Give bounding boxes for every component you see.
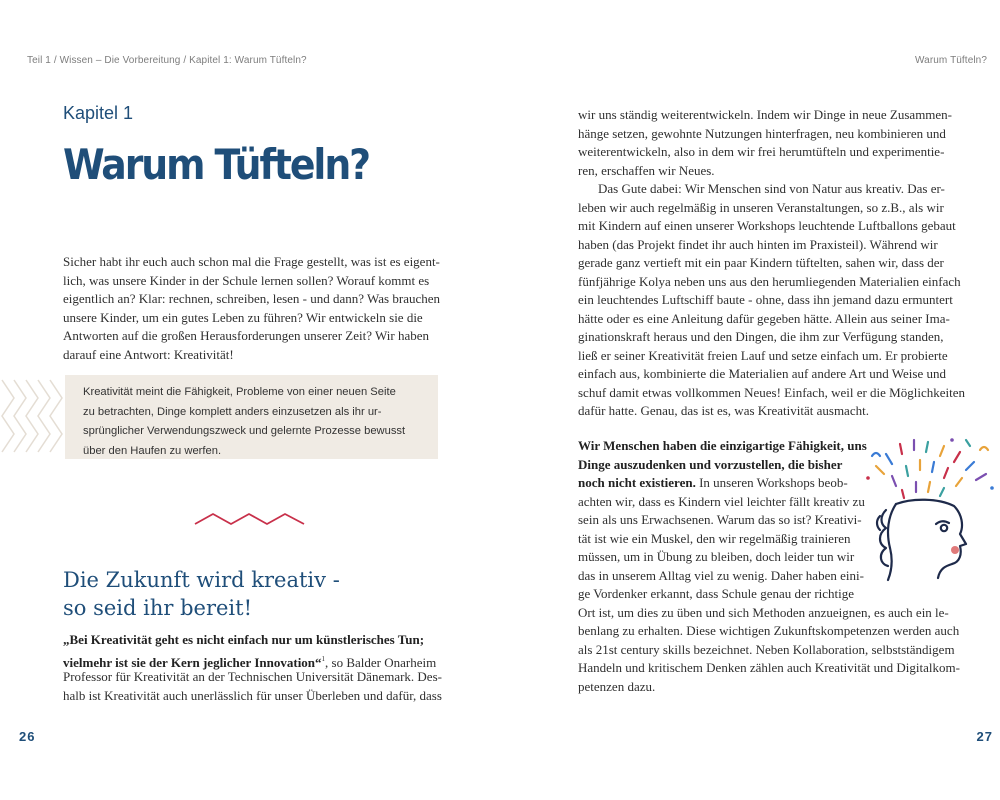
text-line: hätte oder es eine Anleitung dafür gegeben hätte. Allein aus seiner Ima- <box>578 310 950 326</box>
quote-line: über den Haufen zu werfen. <box>83 444 222 457</box>
quote-line: sprünglicher Verwendungszweck und gelernte Prozesse bewusst <box>83 425 406 437</box>
heading-line: Die Zukunft wird kreativ - <box>63 568 340 592</box>
section-paragraph <box>63 631 442 705</box>
quote-bold: vielmehr ist sie der Kern jeglicher Innovation“ <box>63 654 322 670</box>
intro-paragraph <box>63 253 440 364</box>
section-heading <box>63 566 340 622</box>
running-title: Warum Tüfteln? <box>915 55 987 66</box>
text-line: müssen, um in Übung zu bleiben, doch leider tun wir <box>578 549 855 564</box>
creative-head-illustration-icon <box>862 436 998 586</box>
heading-line: so seid ihr bereit! <box>63 596 253 620</box>
text-fragment: , so Balder Onarheim <box>325 654 437 670</box>
text-line: Das Gute dabei: Wir Menschen sind von Natur aus kreativ. Das er- <box>598 181 945 196</box>
text-line: darauf eine Antwort: Kreativität! <box>63 346 234 362</box>
text-line: ginationskraft heraus und den Dingen, die ihm zur Verfügung standen, <box>578 329 944 344</box>
text-line: sein als uns Erwachsenen. Warum das so ist? Kreativi- <box>578 512 862 527</box>
text-line: ge Vordenker erkannt, dass Schule genau der richtige <box>578 586 855 601</box>
text-line: tät ist wie ein Muskel, den wir regelmäßig trainieren <box>578 530 851 546</box>
quote-line: zu betrachten, Dinge komplett anders einzusetzen als ihr ur- <box>83 405 382 418</box>
text-line: eigentlich an? Klar: rechnen, schreiben, lesen - und dann? Was brauchen <box>63 291 440 306</box>
text-line: ren, erschaffen wir Neues. <box>578 162 715 178</box>
text-line: schuf damit etwas vollkommen Neues! Einfach, weil er die Möglichkeiten <box>578 384 965 400</box>
text-line: leben wir auch regelmäßig in unseren Veranstaltungen, so z.B., als wir <box>578 199 944 215</box>
bold-line: Wir Menschen haben die einzigartige Fähigkeit, uns <box>578 438 867 453</box>
footnote-marker[interactable]: 1 <box>321 654 326 663</box>
text-line: Handeln und kritischem Denken zählen auch Kreativität und Digitalkom- <box>578 660 960 675</box>
right-paragraph-1 <box>578 106 965 421</box>
bold-fragment: noch nicht existieren. <box>578 475 696 490</box>
zigzag-divider-icon <box>194 512 306 526</box>
text-line: ein leuchtendes Luftschiff baute - ohne, dass ihn jemand dazu ermuntert <box>578 292 953 307</box>
text-line: Sicher habt ihr euch auch schon mal die Frage gestellt, was ist es eigent- <box>63 254 440 269</box>
text-line: lich, was unsere Kinder in der Schule lernen sollen? Worauf kommt es <box>63 272 430 288</box>
text-line: unsere Kinder, um ein gutes Leben zu führen? Wir entwickeln sie die <box>63 309 423 325</box>
quote-bold: „Bei Kreativität geht es nicht einfach nur um künstlerisches Tun; <box>63 632 425 647</box>
text-line: halb ist Kreativität auch unerlässlich für unser Überleben und dafür, dass <box>63 687 442 703</box>
text-line: hänge setzen, gewohnte Nutzungen hinterfragen, neu kombinieren und <box>578 125 946 141</box>
text-fragment: In unseren Workshops beob- <box>695 475 848 490</box>
text-line: weiterentwickeln, also in dem wir frei herumtüfteln und experimentie- <box>578 144 945 159</box>
bold-line: Dinge auszudenken und vorzustellen, die bisher <box>578 456 843 472</box>
text-line: fünfjährige Kolya neben uns aus den herumliegenden Materialien einfach <box>578 273 961 289</box>
breadcrumb: Teil 1 / Wissen – Die Vorbereitung / Kapitel 1: Warum Tüfteln? <box>27 55 307 66</box>
chapter-label: Kapitel 1 <box>63 103 134 123</box>
text-line: dafür hatte. Genau, das ist es, was Kreativität ausmacht. <box>578 403 869 418</box>
text-line: das in unserem Alltag viel zu wenig. Daher haben eini- <box>578 567 864 583</box>
text-line: Antworten auf die großen Herausforderungen unserer Zeit? Wir haben <box>63 328 429 343</box>
quote-line: Kreativität meint die Fähigkeit, Probleme von einer neuen Seite <box>83 386 396 398</box>
text-line: haben (das Projekt findet ihr auch hinten im Praxisteil). Während wir <box>578 236 938 252</box>
text-line: wir uns ständig weiterentwickeln. Indem wir Dinge in neue Zusammen- <box>578 107 953 122</box>
chevron-pattern-icon <box>0 378 70 458</box>
page-number-right: 27 <box>976 729 993 744</box>
text-line: achten wir, dass es Kindern viel leichter fällt kreativ zu <box>578 493 865 509</box>
chapter-title: Warum Tüfteln? <box>63 140 370 189</box>
quote-text <box>83 383 405 461</box>
text-line: mit Kindern auf einen unserer Workshops leuchtende Luftballons gebaut <box>578 218 956 233</box>
text-line: als 21st century skills bezeichnet. Neben Kollaboration, selbstständigem <box>578 641 955 657</box>
text-line: petenzen dazu. <box>578 678 656 694</box>
text-line: ließ er seiner Kreativität freien Lauf und setze einfach um. Er probierte <box>578 347 948 363</box>
text-line: Ort ist, um dies zu üben und sich Methoden anzueignen, es auch ein le- <box>578 604 949 620</box>
text-line: gerade ganz vertieft mit ein paar Kindern tüftelten, sahen wir, dass der <box>578 255 944 270</box>
page-number-left: 26 <box>19 729 36 744</box>
text-line: einfach aus, kombinierte die Materialien auf andere Art und Weise und <box>578 366 946 381</box>
text-line: Professor für Kreativität an der Technischen Universität Dänemark. Des- <box>63 669 442 684</box>
text-line: benlang zu erhalten. Diese wichtigen Zukunftskompetenzen werden auch <box>578 623 960 638</box>
